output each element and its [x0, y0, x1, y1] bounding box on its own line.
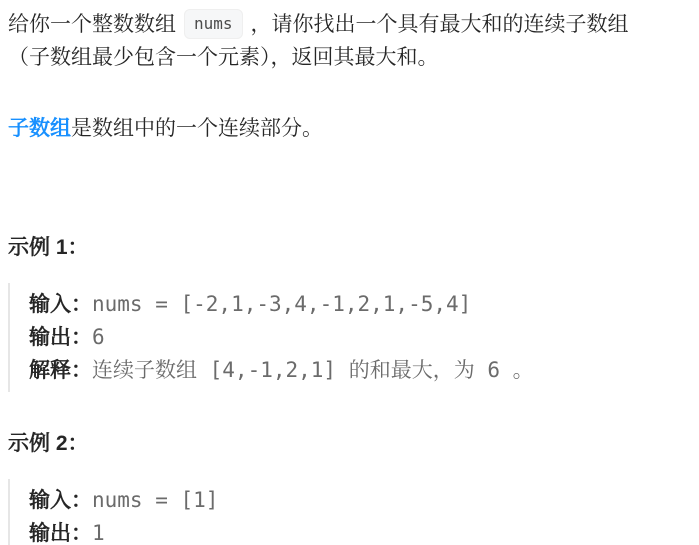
example-1-output-line [29, 321, 691, 354]
explanation-label: 解释： [29, 359, 92, 382]
statement-text-second-segment: （子数组最少包含一个元素），返回其最大和。 [8, 46, 439, 69]
subarray-definition [8, 112, 691, 145]
example-2-block [8, 479, 691, 545]
example-1-block [8, 283, 691, 392]
statement-text-after-code: ，请你找出一个具有最大和的连续子数组 [250, 13, 629, 36]
subarray-definition-text: 是数组中的一个连续部分。 [71, 117, 323, 140]
inline-code-nums: nums [184, 9, 243, 39]
output-label: 输出： [29, 522, 92, 545]
input-value: nums = [1] [92, 488, 219, 512]
example-1-title: 示例 1： [8, 236, 89, 259]
example-2-input-line [29, 484, 691, 517]
example-2-title: 示例 2： [8, 432, 89, 455]
explanation-value: 连续子数组 [4,-1,2,1] 的和最大，为 6 。 [92, 358, 534, 382]
output-label: 输出： [29, 326, 92, 349]
example-1-input-line [29, 288, 691, 321]
input-value: nums = [-2,1,-3,4,-1,2,1,-5,4] [92, 292, 472, 316]
input-label: 输入： [29, 293, 92, 316]
input-label: 输入： [29, 489, 92, 512]
example-1-explanation-line [29, 354, 691, 387]
problem-statement [8, 8, 691, 74]
output-value: 1 [92, 521, 105, 545]
example-2-output-line [29, 517, 691, 545]
statement-text-before-code: 给你一个整数数组 [8, 13, 176, 36]
output-value: 6 [92, 325, 105, 349]
subarray-link[interactable]: 子数组 [8, 117, 71, 140]
